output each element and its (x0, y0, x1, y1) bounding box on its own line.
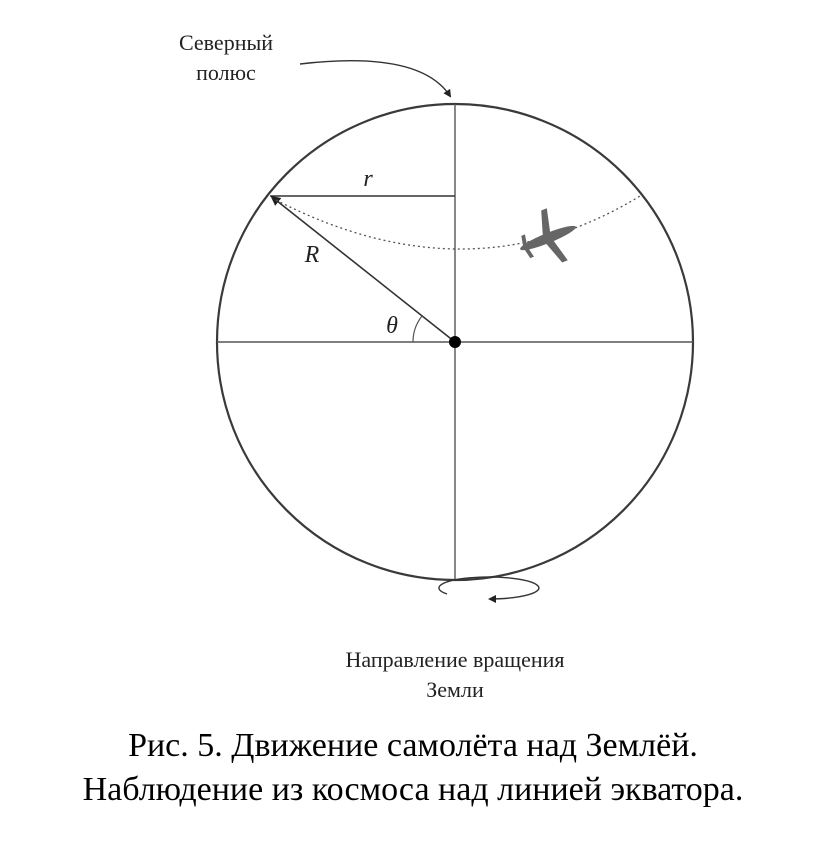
theta-label: θ (386, 313, 398, 339)
theta-arc (413, 316, 422, 342)
figure-caption-line1: Рис. 5. Движение самолёта над Землёй. (128, 727, 698, 764)
rotation-label-line1: Направление вращения (345, 647, 565, 672)
R-radius (272, 197, 455, 342)
north-pole-arrow (300, 61, 450, 96)
rotation-label-line2: Земли (426, 677, 484, 702)
airplane-icon (510, 201, 587, 275)
R-label: R (304, 242, 320, 268)
rotation-arrow-icon (439, 577, 539, 599)
flight-path (276, 196, 640, 249)
r-label: r (363, 166, 373, 192)
north-pole-label-line1: Северный (178, 30, 274, 55)
center-dot (449, 336, 461, 348)
north-pole-label-line2: полюс (196, 60, 256, 85)
figure-caption-line2: Наблюдение из космоса над линией экватора. (82, 771, 744, 808)
